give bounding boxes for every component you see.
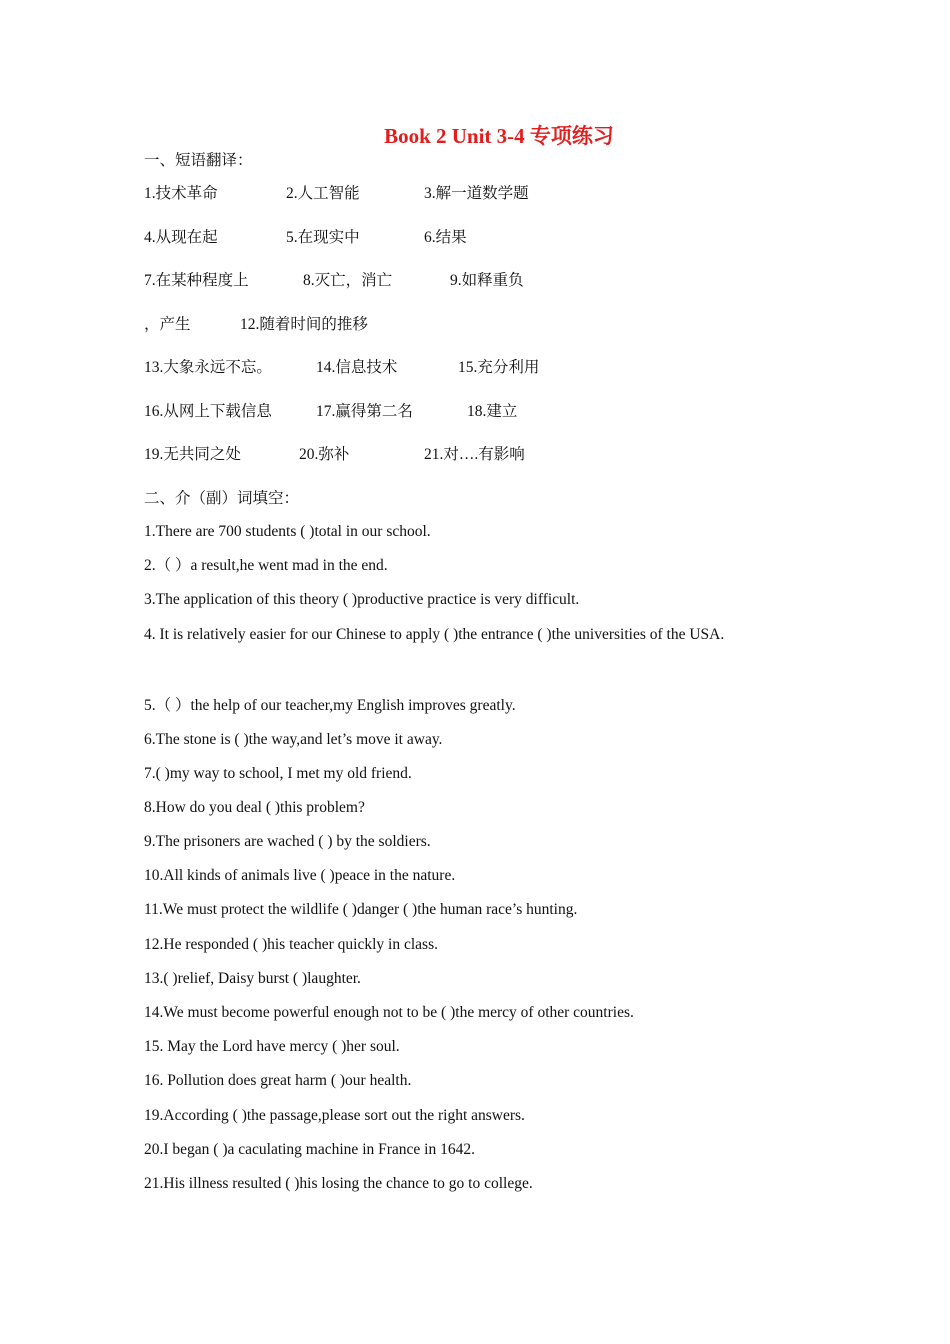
exercise-item: 12.He responded ( )his teacher quickly in class.: [144, 936, 438, 953]
phrase-item: 4.从现在起: [144, 229, 218, 246]
exercise-item: 11.We must protect the wildlife ( )danger ( )the human race’s hunting.: [144, 901, 578, 918]
phrase-item: 18.建立: [467, 403, 518, 420]
phrase-item: 9.如释重负: [450, 272, 524, 289]
phrase-item: 13.大象永远不忘。: [144, 359, 272, 376]
phrase-item: 8.灭亡，消亡: [303, 272, 393, 289]
exercise-item: 13.( )relief, Daisy burst ( )laughter.: [144, 970, 361, 987]
phrase-item: 12.随着时间的推移: [240, 316, 368, 333]
phrase-item: 1.技术革命: [144, 185, 218, 202]
phrase-item: 16.从网上下载信息: [144, 403, 272, 420]
exercise-item: 4. It is relatively easier for our Chinese to apply ( )the entrance ( )the universities of the USA.: [144, 626, 725, 643]
phrase-item: 15.充分利用: [458, 359, 540, 376]
phrase-item: 3.解一道数学题: [424, 185, 529, 202]
phrase-item: 6.结果: [424, 229, 467, 246]
exercise-item: 15. May the Lord have mercy ( )her soul.: [144, 1038, 400, 1055]
exercise-item: 2.（ ）a result,he went mad in the end.: [144, 557, 388, 574]
exercise-item: 1.There are 700 students ( )total in our school.: [144, 523, 431, 540]
section-heading-translation: 一、短语翻译：: [144, 152, 253, 169]
phrase-item: 5.在现实中: [286, 229, 360, 246]
exercise-item: 16. Pollution does great harm ( )our health.: [144, 1072, 412, 1089]
phrase-item: 20.弥补: [299, 446, 350, 463]
phrase-item: 14.信息技术: [316, 359, 398, 376]
exercise-item: 10.All kinds of animals live ( )peace in the nature.: [144, 867, 456, 884]
phrase-item: 2.人工智能: [286, 185, 360, 202]
exercise-item: 6.The stone is ( )the way,and let’s move it away.: [144, 731, 443, 748]
exercise-item: 21.His illness resulted ( )his losing the chance to go to college.: [144, 1175, 533, 1192]
exercise-item: 9.The prisoners are wached ( ) by the soldiers.: [144, 833, 431, 850]
phrase-item: 19.无共同之处: [144, 446, 241, 463]
phrase-item: ，产生: [144, 316, 191, 333]
exercise-item: 20.I began ( )a caculating machine in France in 1642.: [144, 1141, 475, 1158]
page-title: Book 2 Unit 3-4 专项练习: [384, 124, 614, 148]
exercise-item: 5.（ ）the help of our teacher,my English improves greatly.: [144, 697, 516, 714]
exercise-item: 8.How do you deal ( )this problem?: [144, 799, 365, 816]
exercise-item: 7.( )my way to school, I met my old friend.: [144, 765, 412, 782]
phrase-item: 17.赢得第二名: [316, 403, 413, 420]
section-heading-fill-blank: 二、介（副）词填空：: [144, 490, 300, 507]
phrase-item: 7.在某种程度上: [144, 272, 249, 289]
exercise-item: 19.According ( )the passage,please sort out the right answers.: [144, 1107, 525, 1124]
exercise-item: 14.We must become powerful enough not to be ( )the mercy of other countries.: [144, 1004, 634, 1021]
exercise-item: 3.The application of this theory ( )productive practice is very difficult.: [144, 591, 580, 608]
phrase-item: 21.对….有影响: [424, 446, 525, 463]
